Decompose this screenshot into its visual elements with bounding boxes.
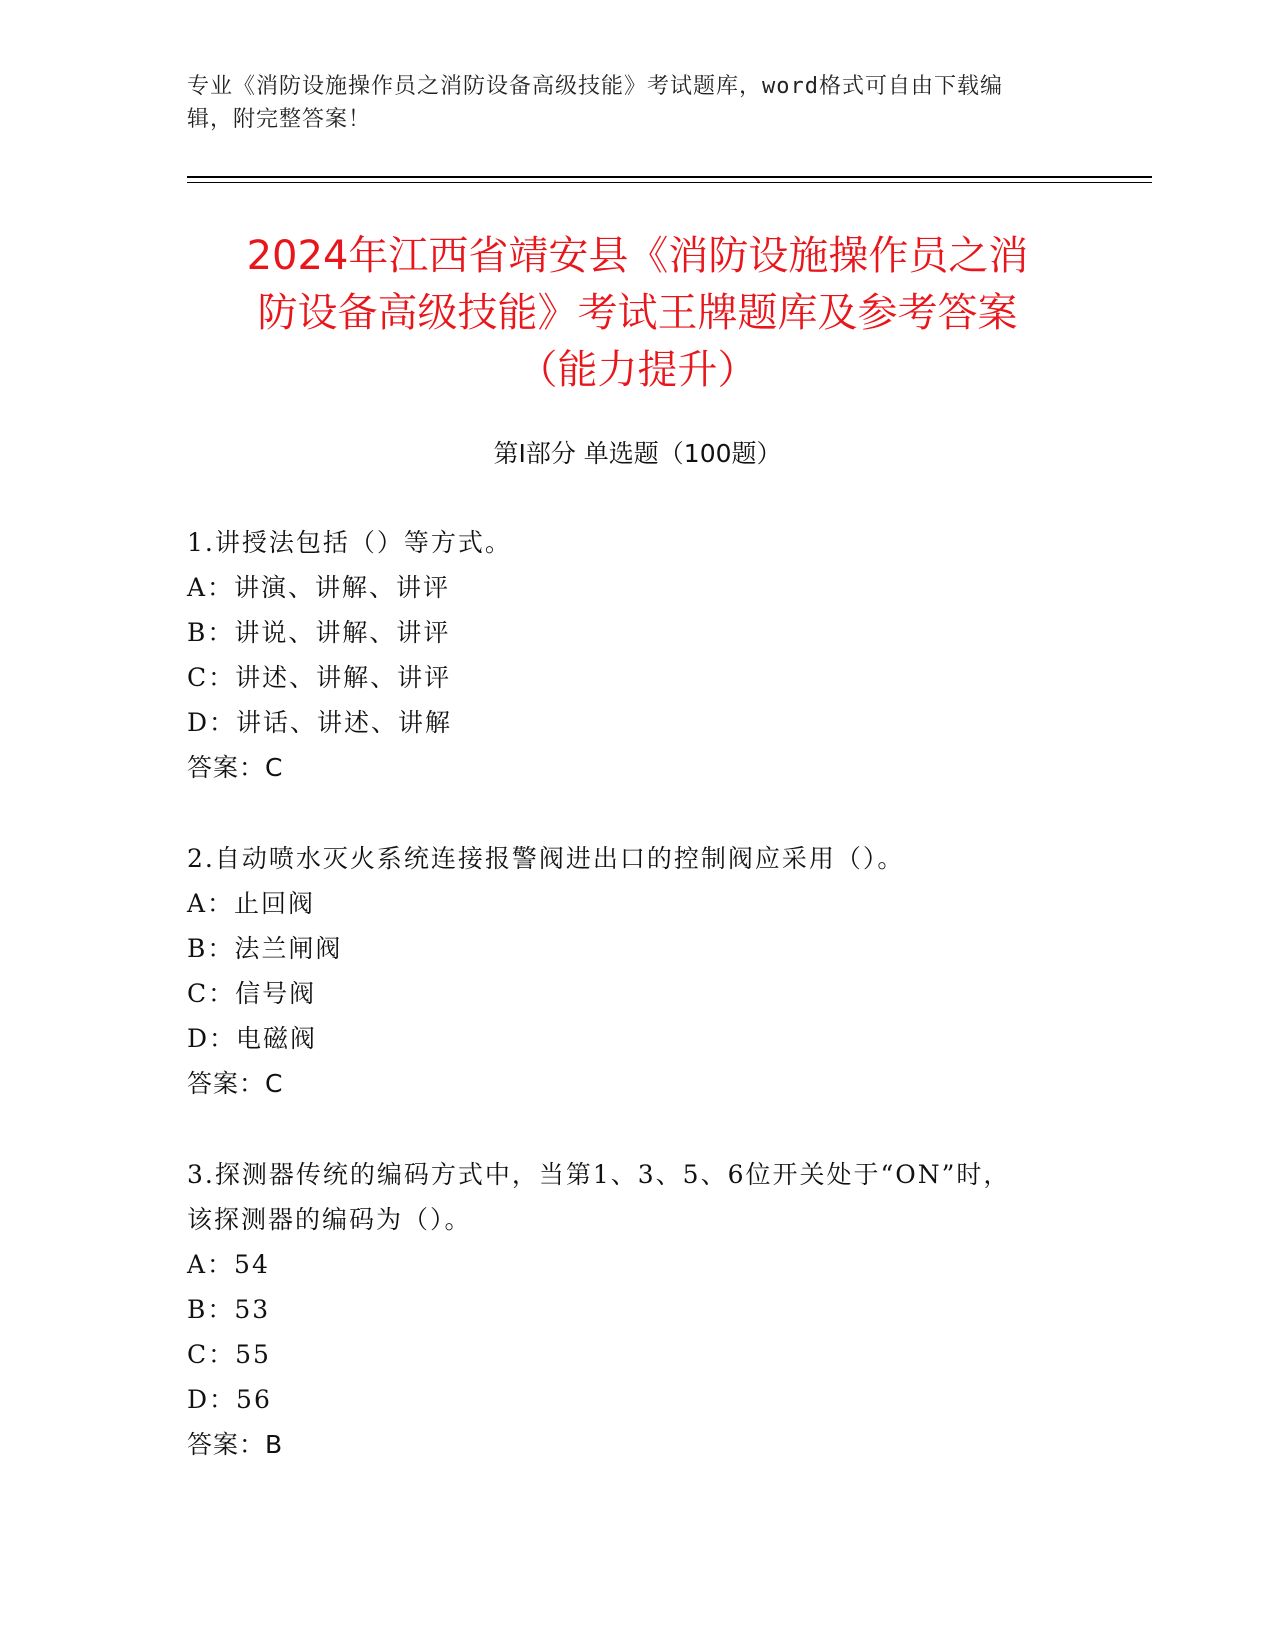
option-c: C：信号阀 — [187, 979, 317, 1008]
option-b: B：讲说、讲解、讲评 — [187, 618, 451, 647]
document-title — [150, 228, 1125, 399]
header-note-line-2: 辑，附完整答案！ — [187, 107, 372, 132]
option-a: A：54 — [187, 1250, 270, 1279]
option-b: B：法兰闸阀 — [187, 934, 343, 963]
question-1 — [187, 520, 1087, 790]
option-b: B：53 — [187, 1295, 271, 1324]
answer: 答案：C — [187, 753, 284, 782]
question-2 — [187, 836, 1087, 1106]
header-divider-thin — [187, 182, 1152, 183]
title-line-1: 2024年江西省靖安县《消防设施操作员之消 — [246, 233, 1029, 279]
header-note-line-1: 专业《消防设施操作员之消防设备高级技能》考试题库，word格式可自由下载编 — [187, 74, 1003, 99]
question-stem: 1.讲授法包括（）等方式。 — [187, 528, 512, 557]
header-divider-thick — [187, 176, 1152, 178]
header-note — [187, 70, 1067, 136]
question-3 — [187, 1152, 1087, 1467]
answer: 答案：C — [187, 1069, 284, 1098]
option-c: C：55 — [187, 1340, 271, 1369]
question-stem-line-2: 该探测器的编码为（）。 — [187, 1205, 472, 1234]
title-line-2: 防设备高级技能》考试王牌题库及参考答案 — [257, 290, 1018, 336]
option-a: A：讲演、讲解、讲评 — [187, 573, 451, 602]
section-title: 第Ⅰ部分 单选题（100题） — [493, 439, 782, 468]
option-d: D：56 — [187, 1385, 272, 1414]
option-d: D：电磁阀 — [187, 1024, 318, 1053]
option-a: A：止回阀 — [187, 889, 316, 918]
answer: 答案：B — [187, 1430, 284, 1459]
option-c: C：讲述、讲解、讲评 — [187, 663, 452, 692]
question-stem-line-1: 3.探测器传统的编码方式中，当第1、3、5、6位开关处于“ON”时， — [187, 1160, 1011, 1189]
question-stem: 2.自动喷水灭火系统连接报警阀进出口的控制阀应采用（）。 — [187, 844, 905, 873]
title-line-3: （能力提升） — [517, 347, 758, 393]
option-d: D：讲话、讲述、讲解 — [187, 708, 453, 737]
